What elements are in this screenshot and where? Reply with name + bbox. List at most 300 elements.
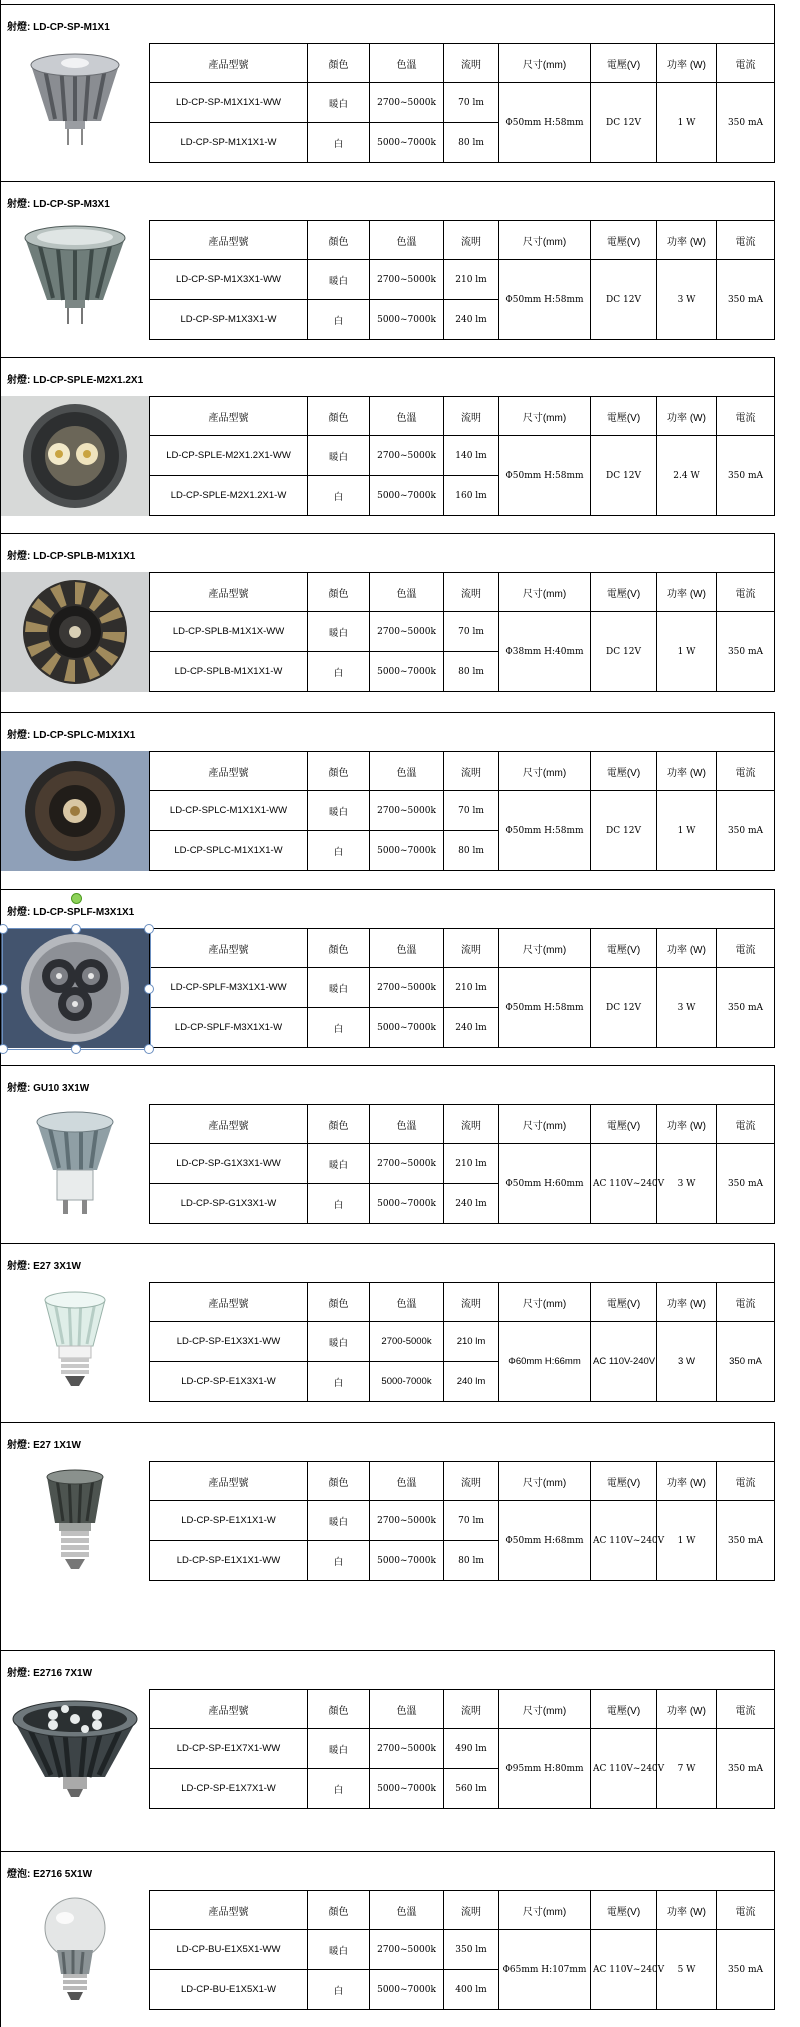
column-header: 色溫 — [370, 44, 444, 83]
column-header: 尺寸(mm) — [499, 397, 591, 436]
product-photo[interactable] — [1, 220, 149, 340]
current-cell: 350 mA — [717, 612, 775, 692]
column-header: 尺寸(mm) — [499, 1105, 591, 1144]
column-header: 功率 (W) — [657, 1690, 717, 1729]
column-header: 功率 (W) — [657, 221, 717, 260]
color-cell: 白 — [308, 652, 370, 692]
section-body — [1, 220, 776, 340]
column-header: 尺寸(mm) — [499, 1690, 591, 1729]
column-header: 電壓(V) — [591, 221, 657, 260]
product-photo-front-fins — [1, 572, 149, 692]
section-category: 射燈 — [7, 730, 27, 741]
table-row — [150, 612, 775, 652]
section-header — [1, 1243, 775, 1283]
voltage-cell: DC 12V — [591, 436, 657, 516]
lumen-cell: 70 lm — [444, 612, 499, 652]
lumen-cell: 80 lm — [444, 1541, 499, 1581]
lumen-cell: 400 lm — [444, 1970, 499, 2010]
table-row — [150, 791, 775, 831]
column-header: 產品型號 — [150, 397, 308, 436]
model-cell: LD-CP-SP-E1X3X1-WW — [150, 1322, 308, 1362]
model-cell: LD-CP-SP-E1X3X1-W — [150, 1362, 308, 1402]
color-cell: 白 — [308, 1008, 370, 1048]
column-header: 流明 — [444, 44, 499, 83]
column-header: 流明 — [444, 1690, 499, 1729]
voltage-cell: DC 12V — [591, 612, 657, 692]
size-cell: Φ50mm H:68mm — [499, 1501, 591, 1581]
model-cell: LD-CP-SP-E1X7X1-WW — [150, 1729, 308, 1769]
column-header: 尺寸(mm) — [499, 1462, 591, 1501]
column-header: 尺寸(mm) — [499, 929, 591, 968]
color-cell: 暖白 — [308, 260, 370, 300]
model-cell: LD-CP-SP-M1X3X1-W — [150, 300, 308, 340]
section-header — [1, 1065, 775, 1105]
current-cell: 350 mA — [717, 1144, 775, 1224]
section-category: 射燈 — [7, 1668, 27, 1679]
size-cell: Φ50mm H:60mm — [499, 1144, 591, 1224]
product-photo-front-3led — [1, 928, 149, 1048]
section-header — [1, 4, 775, 44]
lumen-cell: 80 lm — [444, 831, 499, 871]
section-title: 射燈: E2716 7X1W — [7, 1668, 93, 1679]
section-body — [1, 1890, 776, 2010]
power-cell: 3 W — [657, 968, 717, 1048]
power-cell: 7 W — [657, 1729, 717, 1809]
column-header: 色溫 — [370, 397, 444, 436]
section-header — [1, 1422, 775, 1462]
cct-cell: 5000~7000k — [370, 1970, 444, 2010]
lumen-cell: 240 lm — [444, 1362, 499, 1402]
product-photo-selected[interactable] — [1, 928, 149, 1048]
section-header — [1, 712, 775, 752]
cct-cell: 2700~5000k — [370, 1144, 444, 1184]
product-photo-bulb — [1, 1890, 149, 2010]
column-header: 顏色 — [308, 1690, 370, 1729]
table-row — [150, 436, 775, 476]
size-cell: Φ50mm H:58mm — [499, 968, 591, 1048]
column-header: 產品型號 — [150, 929, 308, 968]
cct-cell: 5000-7000k — [370, 1362, 444, 1402]
voltage-cell: AC 110V~240V — [591, 1930, 657, 2010]
size-cell: Φ50mm H:58mm — [499, 791, 591, 871]
column-header: 功率 (W) — [657, 929, 717, 968]
column-header: 流明 — [444, 929, 499, 968]
section-title: 射燈: LD-CP-SPLF-M3X1X1 — [7, 907, 135, 918]
color-cell: 暖白 — [308, 968, 370, 1008]
cct-cell: 2700~5000k — [370, 612, 444, 652]
resize-handle-sw[interactable] — [0, 1044, 8, 1054]
spec-table — [149, 43, 775, 163]
color-cell: 白 — [308, 1541, 370, 1581]
column-header: 色溫 — [370, 573, 444, 612]
color-cell: 白 — [308, 1769, 370, 1809]
lumen-cell: 350 lm — [444, 1930, 499, 1970]
product-photo[interactable] — [1, 1282, 149, 1402]
color-cell: 暖白 — [308, 436, 370, 476]
lumen-cell: 80 lm — [444, 652, 499, 692]
model-cell: LD-CP-SP-E1X1X1-W — [150, 1501, 308, 1541]
column-header: 顏色 — [308, 221, 370, 260]
color-cell: 暖白 — [308, 1144, 370, 1184]
column-header: 功率 (W) — [657, 1283, 717, 1322]
model-cell: LD-CP-SP-E1X1X1-WW — [150, 1541, 308, 1581]
section-title: 射燈: LD-CP-SP-M3X1 — [7, 199, 110, 210]
column-header: 產品型號 — [150, 44, 308, 83]
power-cell: 1 W — [657, 1501, 717, 1581]
section-model: E27 1X1W — [33, 1440, 81, 1451]
cct-cell: 2700~5000k — [370, 83, 444, 123]
column-header: 產品型號 — [150, 221, 308, 260]
section-body — [1, 396, 776, 516]
cct-cell: 5000~7000k — [370, 831, 444, 871]
table-row — [150, 968, 775, 1008]
voltage-cell: DC 12V — [591, 791, 657, 871]
size-cell: Φ65mm H:107mm — [499, 1930, 591, 2010]
color-cell: 暖白 — [308, 612, 370, 652]
model-cell: LD-CP-SP-E1X7X1-W — [150, 1769, 308, 1809]
table-row — [150, 1501, 775, 1541]
column-header: 電流 — [717, 752, 775, 791]
cct-cell: 2700~5000k — [370, 791, 444, 831]
column-header: 顏色 — [308, 1891, 370, 1930]
color-cell: 白 — [308, 1184, 370, 1224]
model-cell: LD-CP-BU-E1X5X1-WW — [150, 1930, 308, 1970]
column-header: 電壓(V) — [591, 752, 657, 791]
color-cell: 暖白 — [308, 1729, 370, 1769]
rotate-handle[interactable] — [71, 893, 82, 904]
product-photo[interactable] — [1, 1689, 149, 1809]
color-cell: 白 — [308, 476, 370, 516]
column-header: 電壓(V) — [591, 44, 657, 83]
color-cell: 暖白 — [308, 1930, 370, 1970]
cct-cell: 2700-5000k — [370, 1322, 444, 1362]
column-header: 產品型號 — [150, 1105, 308, 1144]
table-row — [150, 260, 775, 300]
column-header: 尺寸(mm) — [499, 44, 591, 83]
model-cell: LD-CP-SP-G1X3X1-W — [150, 1184, 308, 1224]
voltage-cell: AC 110V-240V — [591, 1322, 657, 1402]
color-cell: 暖白 — [308, 1322, 370, 1362]
model-cell: LD-CP-SPLE-M2X1.2X1-WW — [150, 436, 308, 476]
model-cell: LD-CP-SPLC-M1X1X1-W — [150, 831, 308, 871]
product-photo-gu10 — [1, 1104, 149, 1224]
spec-table — [149, 1104, 775, 1224]
size-cell: Φ60mm H:66mm — [499, 1322, 591, 1402]
column-header: 尺寸(mm) — [499, 573, 591, 612]
section-category: 燈泡 — [7, 1869, 27, 1880]
product-photo[interactable] — [1, 1104, 149, 1224]
model-cell: LD-CP-SPLB-M1X1X1-W — [150, 652, 308, 692]
column-header: 電壓(V) — [591, 1462, 657, 1501]
resize-handle-se[interactable] — [144, 1044, 154, 1054]
section-title: 射燈: E27 1X1W — [7, 1440, 81, 1451]
model-cell: LD-CP-SPLC-M1X1X1-WW — [150, 791, 308, 831]
column-header: 電壓(V) — [591, 929, 657, 968]
current-cell: 350 mA — [717, 1322, 775, 1402]
column-header: 產品型號 — [150, 1891, 308, 1930]
column-header: 功率 (W) — [657, 752, 717, 791]
column-header: 電壓(V) — [591, 1690, 657, 1729]
column-header: 電流 — [717, 1462, 775, 1501]
power-cell: 5 W — [657, 1930, 717, 2010]
column-header: 流明 — [444, 1105, 499, 1144]
column-header: 顏色 — [308, 1105, 370, 1144]
power-cell: 3 W — [657, 1322, 717, 1402]
spec-table — [149, 1461, 775, 1581]
column-header: 流明 — [444, 1462, 499, 1501]
column-header: 流明 — [444, 397, 499, 436]
section-body — [1, 1282, 776, 1402]
color-cell: 白 — [308, 123, 370, 163]
section-model: E27 3X1W — [33, 1261, 81, 1272]
column-header: 顏色 — [308, 397, 370, 436]
column-header: 流明 — [444, 221, 499, 260]
current-cell: 350 mA — [717, 1930, 775, 2010]
power-cell: 1 W — [657, 83, 717, 163]
power-cell: 1 W — [657, 612, 717, 692]
section-body — [1, 751, 776, 871]
cct-cell: 5000~7000k — [370, 476, 444, 516]
column-header: 顏色 — [308, 1462, 370, 1501]
color-cell: 白 — [308, 1970, 370, 2010]
column-header: 顏色 — [308, 44, 370, 83]
model-cell: LD-CP-SPLF-M3X1X1-W — [150, 1008, 308, 1048]
model-cell: LD-CP-SPLF-M3X1X1-WW — [150, 968, 308, 1008]
column-header: 電流 — [717, 1105, 775, 1144]
cct-cell: 2700~5000k — [370, 1501, 444, 1541]
section-category: 射燈 — [7, 1083, 27, 1094]
section-body — [1, 1461, 776, 1581]
section-category: 射燈 — [7, 199, 27, 210]
section-header — [1, 889, 775, 929]
product-photo[interactable] — [1, 396, 149, 516]
current-cell: 350 mA — [717, 436, 775, 516]
resize-handle-s[interactable] — [71, 1044, 81, 1054]
lumen-cell: 210 lm — [444, 260, 499, 300]
lumen-cell: 80 lm — [444, 123, 499, 163]
column-header: 功率 (W) — [657, 573, 717, 612]
column-header: 電流 — [717, 221, 775, 260]
column-header: 電流 — [717, 397, 775, 436]
model-cell: LD-CP-SPLE-M2X1.2X1-W — [150, 476, 308, 516]
section-model: LD-CP-SPLF-M3X1X1 — [33, 907, 135, 918]
power-cell: 1 W — [657, 791, 717, 871]
section-body — [1, 1104, 776, 1224]
column-header: 產品型號 — [150, 1690, 308, 1729]
column-header: 電流 — [717, 1690, 775, 1729]
column-header: 色溫 — [370, 1690, 444, 1729]
section-title: 燈泡: E2716 5X1W — [7, 1869, 93, 1880]
section-body — [1, 572, 776, 692]
cct-cell: 5000~7000k — [370, 1541, 444, 1581]
size-cell: Φ50mm H:58mm — [499, 83, 591, 163]
spec-table — [149, 1689, 775, 1809]
model-cell: LD-CP-SPLB-M1X1X-WW — [150, 612, 308, 652]
color-cell: 暖白 — [308, 1501, 370, 1541]
section-title: 射燈: LD-CP-SPLE-M2X1.2X1 — [7, 375, 144, 386]
column-header: 功率 (W) — [657, 44, 717, 83]
cct-cell: 2700~5000k — [370, 436, 444, 476]
spec-table — [149, 1890, 775, 2010]
section-model: E2716 7X1W — [33, 1668, 93, 1679]
column-header: 功率 (W) — [657, 1891, 717, 1930]
spec-table — [149, 751, 775, 871]
column-header: 電流 — [717, 573, 775, 612]
cct-cell: 2700~5000k — [370, 968, 444, 1008]
lumen-cell: 210 lm — [444, 1144, 499, 1184]
product-photo-e27-dark — [1, 1461, 149, 1581]
voltage-cell: AC 110V~240V — [591, 1501, 657, 1581]
section-category: 射燈 — [7, 551, 27, 562]
product-photo-mr16-1w — [1, 43, 149, 163]
lumen-cell: 160 lm — [444, 476, 499, 516]
section-model: LD-CP-SPLB-M1X1X1 — [33, 551, 136, 562]
current-cell: 350 mA — [717, 1729, 775, 1809]
column-header: 色溫 — [370, 752, 444, 791]
power-cell: 3 W — [657, 260, 717, 340]
column-header: 流明 — [444, 1891, 499, 1930]
column-header: 產品型號 — [150, 573, 308, 612]
section-model: GU10 3X1W — [33, 1083, 90, 1094]
power-cell: 3 W — [657, 1144, 717, 1224]
table-row — [150, 1930, 775, 1970]
lumen-cell: 210 lm — [444, 968, 499, 1008]
resize-handle-e[interactable] — [144, 984, 154, 994]
product-photo[interactable] — [1, 43, 149, 163]
resize-handle-ne[interactable] — [144, 924, 154, 934]
section-category: 射燈 — [7, 22, 27, 33]
product-photo[interactable] — [1, 751, 149, 871]
product-photo[interactable] — [1, 572, 149, 692]
section-category: 射燈 — [7, 1440, 27, 1451]
product-photo-e27-white — [1, 1282, 149, 1402]
product-photo-par-7led — [1, 1689, 149, 1809]
lumen-cell: 240 lm — [444, 300, 499, 340]
section-category: 射燈 — [7, 907, 27, 918]
column-header: 功率 (W) — [657, 1462, 717, 1501]
table-row — [150, 83, 775, 123]
product-photo[interactable] — [1, 1461, 149, 1581]
color-cell: 白 — [308, 1362, 370, 1402]
column-header: 流明 — [444, 573, 499, 612]
column-header: 尺寸(mm) — [499, 221, 591, 260]
section-title: 射燈: LD-CP-SPLB-M1X1X1 — [7, 551, 136, 562]
table-row — [150, 1144, 775, 1184]
section-body — [1, 43, 776, 163]
table-row — [150, 1729, 775, 1769]
cct-cell: 5000~7000k — [370, 300, 444, 340]
voltage-cell: DC 12V — [591, 83, 657, 163]
color-cell: 白 — [308, 831, 370, 871]
lumen-cell: 240 lm — [444, 1008, 499, 1048]
section-category: 射燈 — [7, 1261, 27, 1272]
column-header: 電流 — [717, 929, 775, 968]
model-cell: LD-CP-SP-M1X1X1-W — [150, 123, 308, 163]
cct-cell: 5000~7000k — [370, 652, 444, 692]
column-header: 色溫 — [370, 929, 444, 968]
section-category: 射燈 — [7, 375, 27, 386]
lumen-cell: 490 lm — [444, 1729, 499, 1769]
column-header: 尺寸(mm) — [499, 1283, 591, 1322]
product-photo-front-2led — [1, 396, 149, 516]
section-body — [1, 1689, 776, 1809]
cct-cell: 5000~7000k — [370, 1184, 444, 1224]
column-header: 電壓(V) — [591, 573, 657, 612]
table-row — [150, 1322, 775, 1362]
column-header: 尺寸(mm) — [499, 1891, 591, 1930]
column-header: 顏色 — [308, 929, 370, 968]
spec-table — [149, 1282, 775, 1402]
product-photo-mr16-3w — [1, 220, 149, 340]
column-header: 產品型號 — [150, 752, 308, 791]
column-header: 產品型號 — [150, 1462, 308, 1501]
size-cell: Φ38mm H:40mm — [499, 612, 591, 692]
product-photo-front-1led — [1, 751, 149, 871]
current-cell: 350 mA — [717, 260, 775, 340]
voltage-cell: AC 110V~240V — [591, 1144, 657, 1224]
column-header: 電流 — [717, 44, 775, 83]
cct-cell: 2700~5000k — [370, 1930, 444, 1970]
size-cell: Φ95mm H:80mm — [499, 1729, 591, 1809]
column-header: 色溫 — [370, 1105, 444, 1144]
resize-handle-n[interactable] — [71, 924, 81, 934]
lumen-cell: 240 lm — [444, 1184, 499, 1224]
spec-table — [149, 220, 775, 340]
section-model: LD-CP-SP-M3X1 — [33, 199, 110, 210]
current-cell: 350 mA — [717, 968, 775, 1048]
current-cell: 350 mA — [717, 83, 775, 163]
section-header — [1, 533, 775, 573]
model-cell: LD-CP-SP-M1X1X1-WW — [150, 83, 308, 123]
current-cell: 350 mA — [717, 1501, 775, 1581]
model-cell: LD-CP-SP-M1X3X1-WW — [150, 260, 308, 300]
section-title: 射燈: E27 3X1W — [7, 1261, 81, 1272]
column-header: 流明 — [444, 1283, 499, 1322]
section-body — [1, 928, 776, 1048]
spec-table — [149, 572, 775, 692]
column-header: 色溫 — [370, 1891, 444, 1930]
cct-cell: 5000~7000k — [370, 1769, 444, 1809]
cct-cell: 2700~5000k — [370, 1729, 444, 1769]
column-header: 流明 — [444, 752, 499, 791]
section-header — [1, 1851, 775, 1891]
product-photo[interactable] — [1, 1890, 149, 2010]
color-cell: 暖白 — [308, 791, 370, 831]
section-model: LD-CP-SPLC-M1X1X1 — [33, 730, 136, 741]
voltage-cell: DC 12V — [591, 260, 657, 340]
lumen-cell: 210 lm — [444, 1322, 499, 1362]
column-header: 色溫 — [370, 1283, 444, 1322]
section-header — [1, 181, 775, 221]
column-header: 色溫 — [370, 1462, 444, 1501]
section-model: LD-CP-SPLE-M2X1.2X1 — [33, 375, 144, 386]
size-cell: Φ50mm H:58mm — [499, 436, 591, 516]
section-title: 射燈: GU10 3X1W — [7, 1083, 90, 1094]
column-header: 電壓(V) — [591, 397, 657, 436]
column-header: 電壓(V) — [591, 1283, 657, 1322]
section-title: 射燈: LD-CP-SP-M1X1 — [7, 22, 110, 33]
power-cell: 2.4 W — [657, 436, 717, 516]
section-title: 射燈: LD-CP-SPLC-M1X1X1 — [7, 730, 136, 741]
section-model: LD-CP-SP-M1X1 — [33, 22, 110, 33]
column-header: 色溫 — [370, 221, 444, 260]
lumen-cell: 70 lm — [444, 1501, 499, 1541]
voltage-cell: AC 110V~240V — [591, 1729, 657, 1809]
cct-cell: 2700~5000k — [370, 260, 444, 300]
size-cell: Φ50mm H:58mm — [499, 260, 591, 340]
lumen-cell: 70 lm — [444, 791, 499, 831]
spec-table — [149, 396, 775, 516]
